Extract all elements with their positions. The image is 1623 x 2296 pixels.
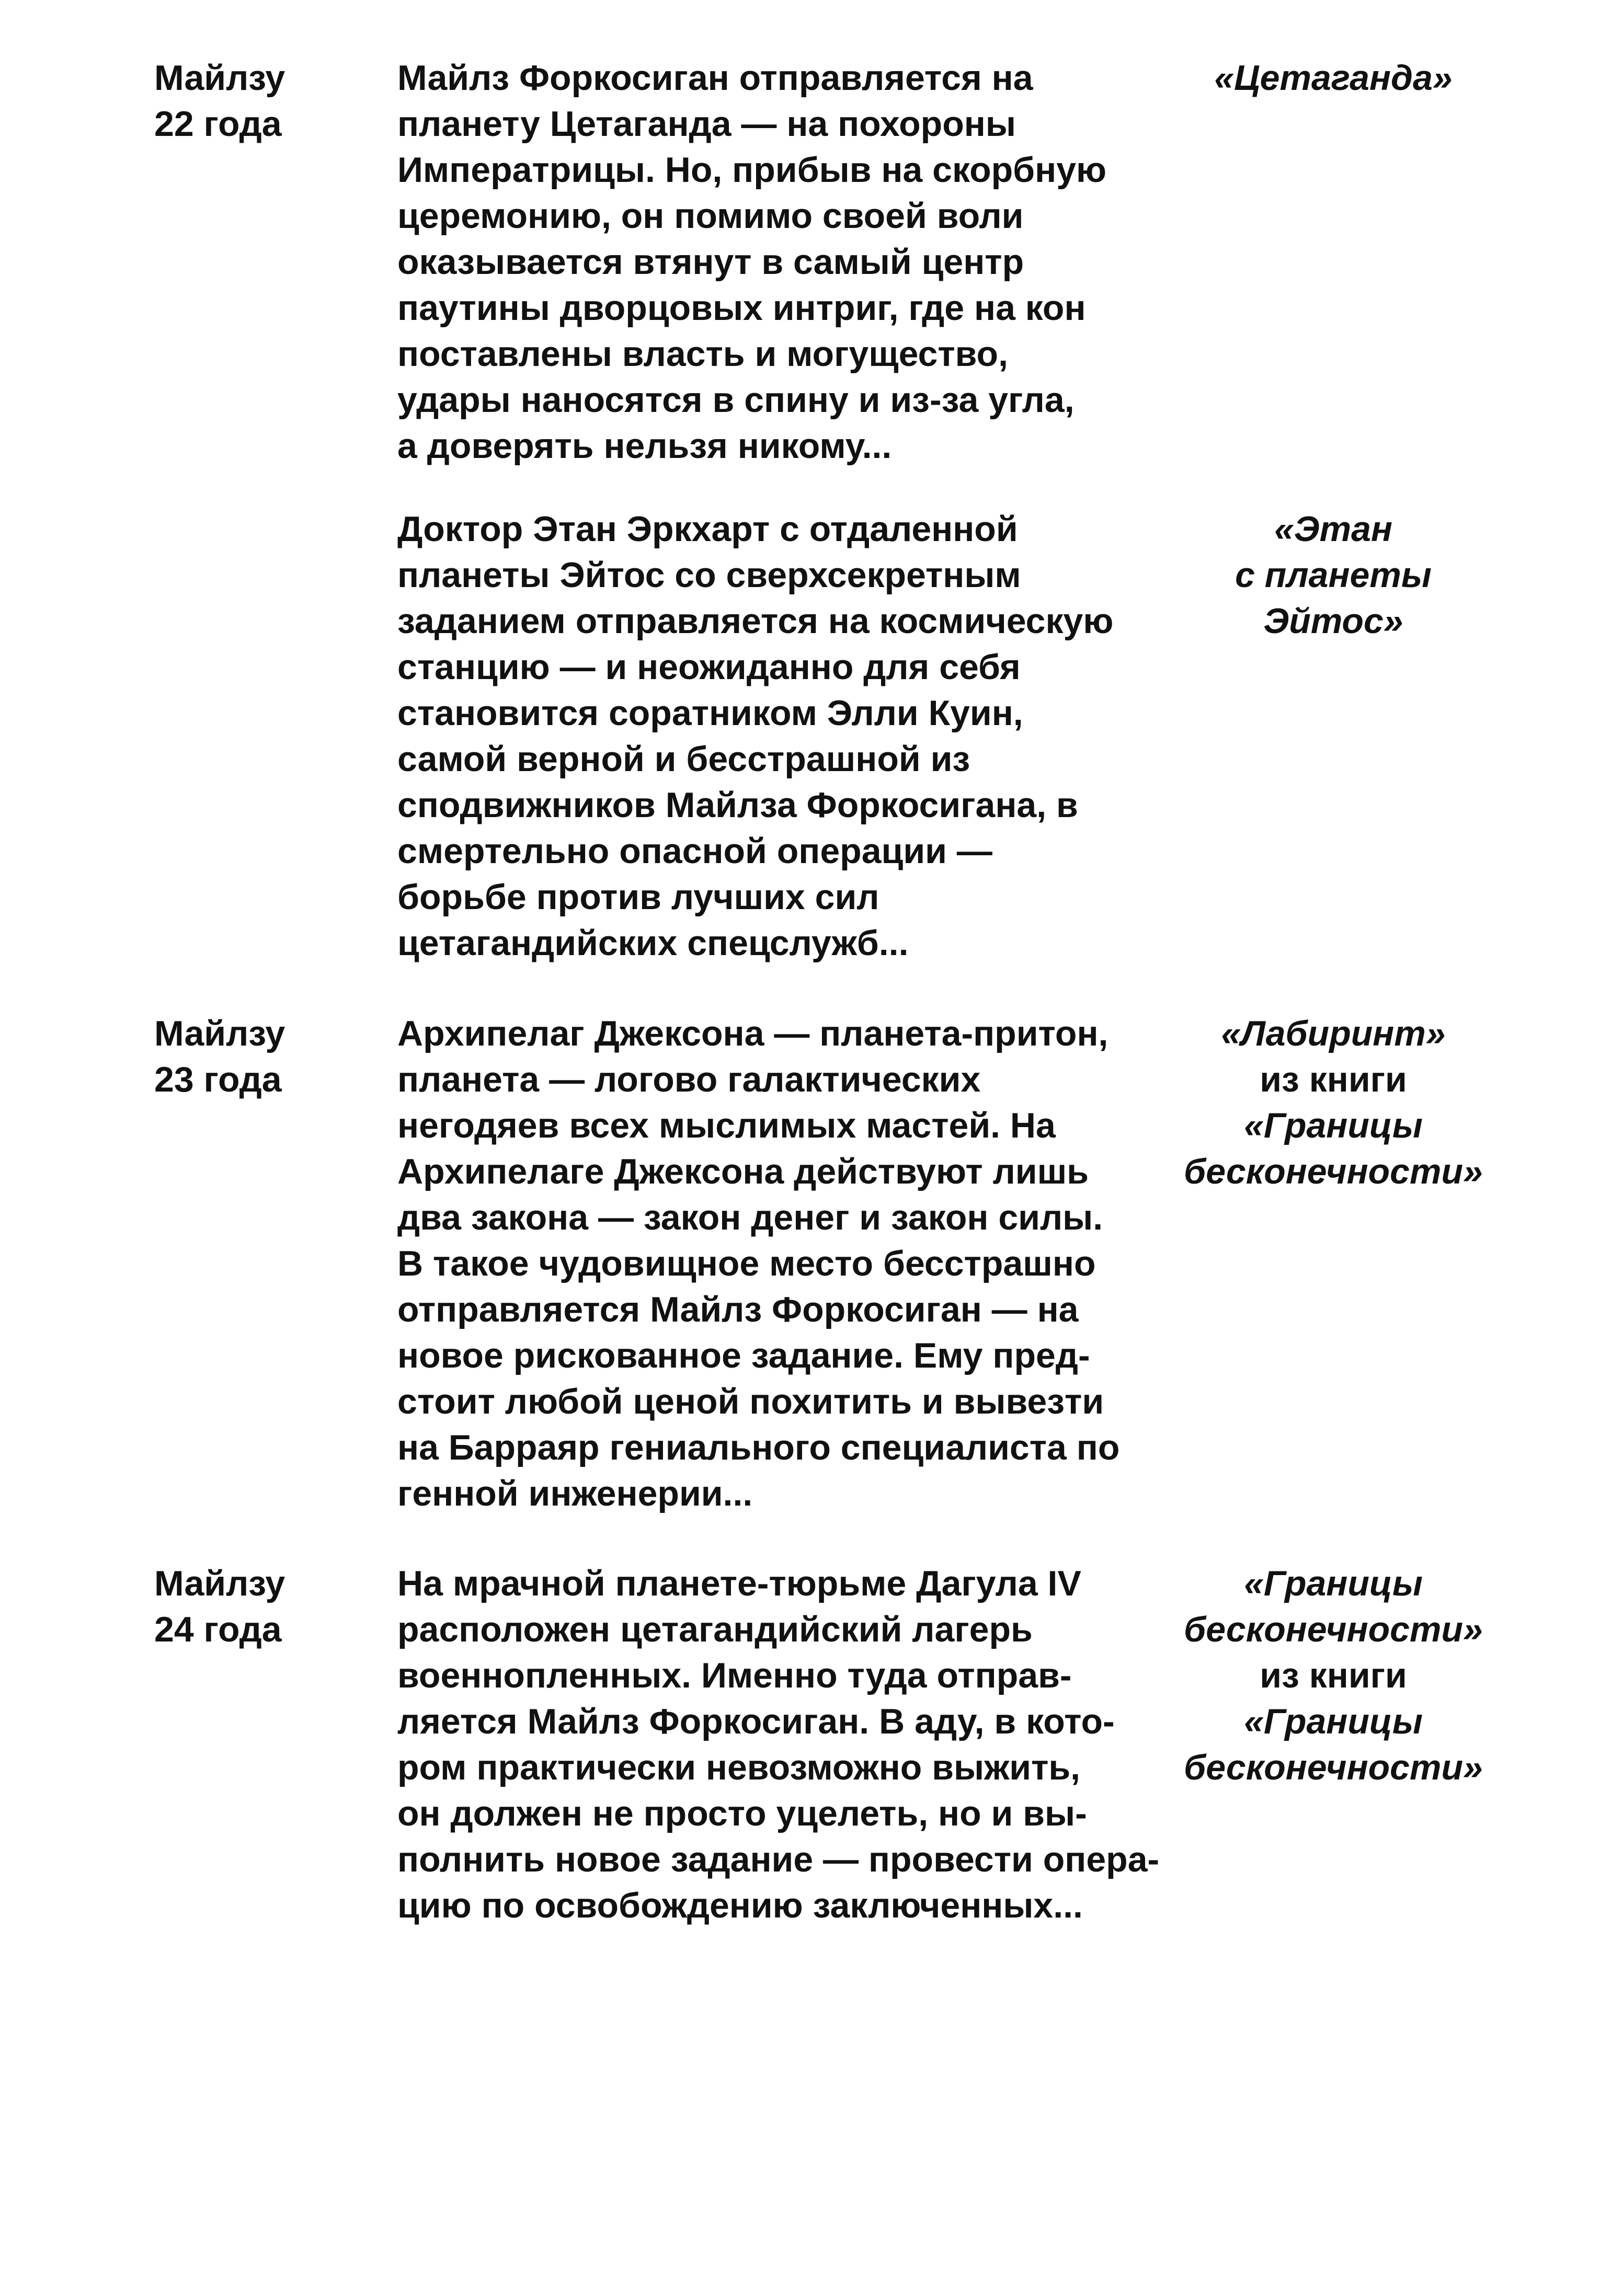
description xyxy=(397,55,1156,469)
description-line: цетагандийских спецслужб... xyxy=(397,923,909,963)
book-title-line: «Границы xyxy=(1244,1564,1423,1603)
age-line: Майлзу xyxy=(154,1564,285,1603)
description-line: расположен цетагандийский лагерь xyxy=(397,1610,1033,1649)
age-line: Майлзу xyxy=(154,58,285,98)
book-title-line: бесконечности» xyxy=(1184,1748,1483,1787)
book-title xyxy=(1171,506,1495,644)
description xyxy=(397,1560,1160,1928)
description-line: борьбе против лучших сил xyxy=(397,877,879,917)
description-line: два закона — закон денег и закон силы. xyxy=(397,1198,1103,1237)
description-line: Архипелаг Джексона — планета-притон, xyxy=(397,1014,1108,1053)
description-line: негодяев всех мыслимых мастей. На xyxy=(397,1106,1056,1145)
description-line: Архипелаге Джексона действуют лишь xyxy=(397,1152,1089,1191)
description-line: генной инженерии... xyxy=(397,1474,753,1513)
description xyxy=(397,1011,1156,1517)
age-line: 23 года xyxy=(154,1060,282,1099)
description-line: он должен не просто уцелеть, но и вы- xyxy=(397,1794,1087,1833)
description-line: заданием отправляется на космическую xyxy=(397,601,1114,641)
book-title xyxy=(1171,55,1495,101)
book-title-line: из книги xyxy=(1260,1656,1407,1695)
description-line: стоит любой ценой похитить и вывезти xyxy=(397,1382,1104,1421)
description-line: самой верной и бесстрашной из xyxy=(397,739,970,779)
description-line: планету Цетаганда — на похороны xyxy=(397,104,1016,144)
age-label xyxy=(154,1011,342,1103)
description xyxy=(397,506,1156,966)
description-line: планеты Эйтос со сверхсекретным xyxy=(397,555,1021,595)
description-line: становится соратником Элли Куин, xyxy=(397,693,1023,733)
description-line: смертельно опасной операции — xyxy=(397,831,992,871)
description-line: новое рискованное задание. Ему пред- xyxy=(397,1336,1090,1375)
age-line: 24 года xyxy=(154,1610,282,1649)
book-title-line: «Этан xyxy=(1274,509,1393,549)
book-title-line: Эйтос» xyxy=(1263,601,1403,641)
description-line: цию по освобождению заключенных... xyxy=(397,1886,1083,1925)
description-line: Доктор Этан Эркхарт с отдаленной xyxy=(397,509,1018,549)
age-label xyxy=(154,1560,342,1652)
book-title xyxy=(1171,1011,1495,1195)
book-title-line: «Границы xyxy=(1244,1106,1423,1145)
description-line: полнить новое задание — провести опера- xyxy=(397,1840,1160,1879)
description-line: планета — логово галактических xyxy=(397,1060,981,1099)
description-line: сподвижников Майлза Форкосигана, в xyxy=(397,785,1078,825)
age-line: Майлзу xyxy=(154,1014,285,1053)
description-line: станцию — и неожиданно для себя xyxy=(397,647,1021,687)
description-line: На мрачной планете-тюрьме Дагула IV xyxy=(397,1564,1081,1603)
book-title xyxy=(1171,1560,1495,1790)
book-title-line: «Цетаганда» xyxy=(1214,58,1453,98)
description-line: Императрицы. Но, прибыв на скорбную xyxy=(397,150,1107,190)
book-title-line: «Лабиринт» xyxy=(1221,1014,1446,1053)
age-label xyxy=(154,55,342,147)
description-line: ром практически невозможно выжить, xyxy=(397,1748,1081,1787)
description-line: удары наносятся в спину и из-за угла, xyxy=(397,380,1075,420)
description-line: В такое чудовищное место бесстрашно xyxy=(397,1244,1096,1283)
description-line: отправляется Майлз Форкосиган — на xyxy=(397,1290,1079,1329)
description-line: оказывается втянут в самый центр xyxy=(397,242,1024,282)
description-line: военнопленных. Именно туда отправ- xyxy=(397,1656,1072,1695)
description-line: на Барраяр гениального специалиста по xyxy=(397,1428,1120,1467)
description-line: поставлены власть и могущество, xyxy=(397,334,1008,374)
description-line: паутины дворцовых интриг, где на кон xyxy=(397,288,1086,328)
book-title-line: с планеты xyxy=(1235,555,1432,595)
age-line: 22 года xyxy=(154,104,282,144)
book-title-line: бесконечности» xyxy=(1184,1152,1483,1191)
description-line: Майлз Форкосиган отправляется на xyxy=(397,58,1033,98)
description-line: ляется Майлз Форкосиган. В аду, в кото- xyxy=(397,1702,1115,1741)
description-line: церемонию, он помимо своей воли xyxy=(397,196,1024,236)
book-title-line: бесконечности» xyxy=(1184,1610,1483,1649)
description-line: а доверять нельзя никому... xyxy=(397,426,892,466)
book-title-line: «Границы xyxy=(1244,1702,1423,1741)
book-title-line: из книги xyxy=(1260,1060,1407,1099)
